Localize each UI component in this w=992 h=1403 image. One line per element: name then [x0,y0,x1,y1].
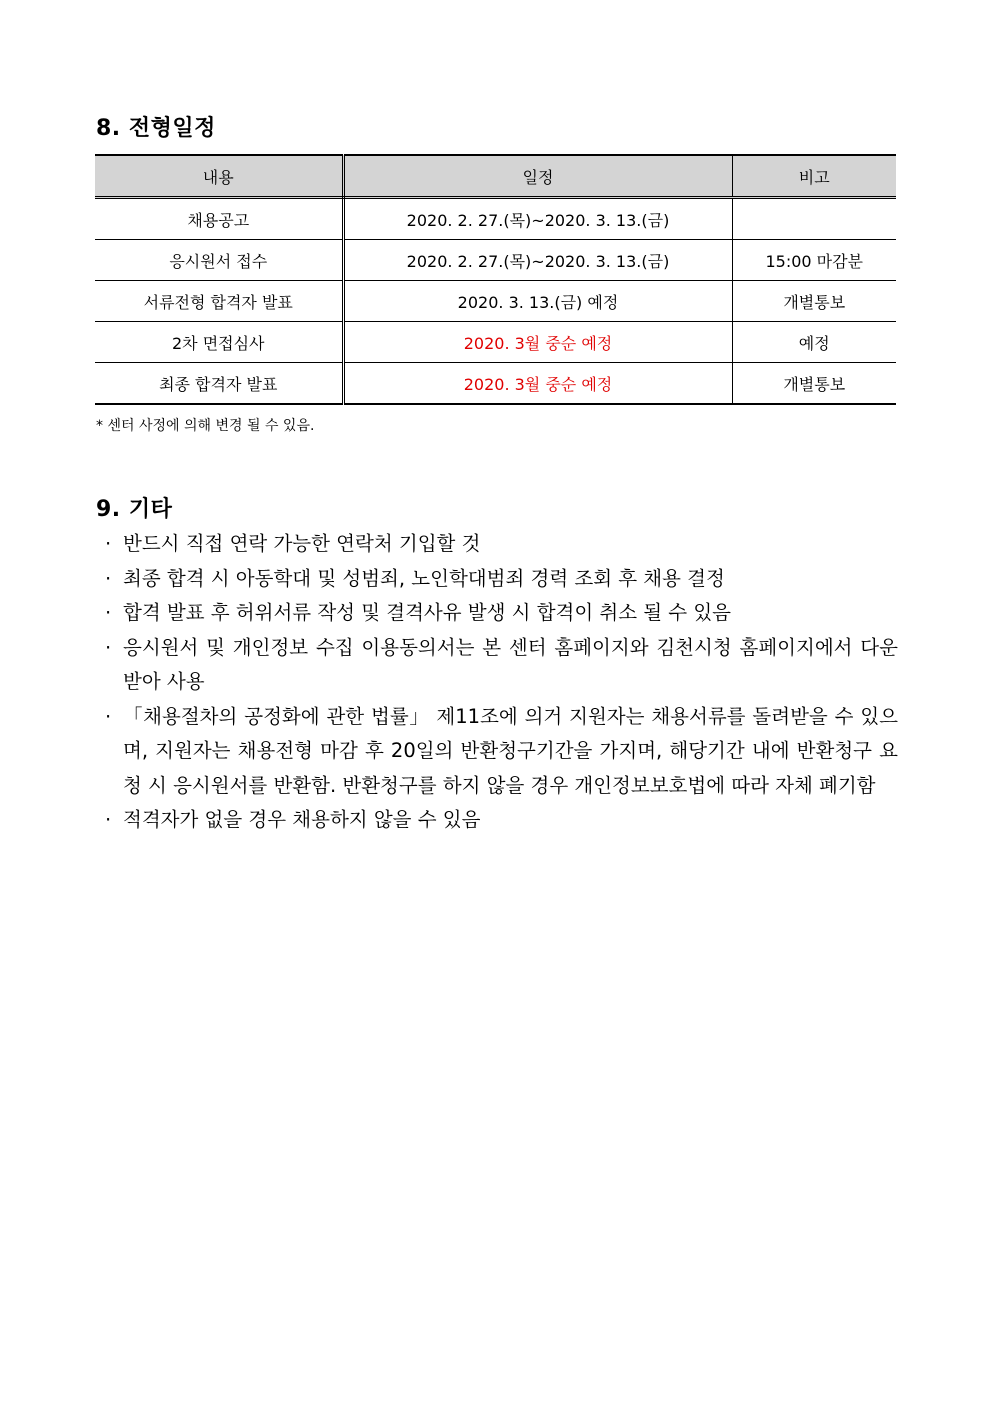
cell-note: 15:00 마감분 [732,240,896,281]
cell-note [732,198,896,240]
bullet-icon: · [105,566,112,590]
schedule-table [95,154,896,405]
list-item-text: 반드시 직접 연락 가능한 연락처 기입할 것 [123,532,481,555]
cell-schedule-highlight: 2020. 3월 중순 예정 [343,363,732,405]
section-title-etc: 9. 기타 [96,497,173,522]
list-item [96,527,898,562]
list-item-text: 적격자가 없을 경우 채용하지 않을 수 있음 [123,808,481,831]
header-schedule: 일정 [343,155,732,198]
table-header-row [95,155,896,198]
bullet-icon: · [105,532,112,555]
table-row [95,363,896,405]
list-item-text: 합격 발표 후 허위서류 작성 및 결격사유 발생 시 합격이 취소 될 수 있음 [123,601,732,624]
schedule-footnote: * 센터 사정에 의해 변경 될 수 있음. [96,418,315,434]
list-item [96,700,898,804]
bullet-icon: · [105,601,112,624]
cell-content: 최종 합격자 발표 [95,363,343,405]
table-row [95,322,896,363]
bullet-icon: · [105,635,112,659]
cell-content: 채용공고 [95,198,343,240]
list-item [96,596,898,631]
cell-note: 예정 [732,322,896,363]
header-note: 비고 [732,155,896,198]
section-title-schedule: 8. 전형일정 [96,116,216,141]
list-item [96,803,898,838]
bullet-icon: · [105,704,112,728]
table-row [95,198,896,240]
cell-schedule-highlight: 2020. 3월 중순 예정 [343,322,732,363]
etc-list [96,527,898,838]
cell-schedule: 2020. 3. 13.(금) 예정 [343,281,732,322]
cell-schedule: 2020. 2. 27.(목)~2020. 3. 13.(금) [343,240,732,281]
bullet-icon: · [105,808,112,831]
header-content: 내용 [95,155,343,198]
list-item-text: 응시원서 및 개인정보 수집 이용동의서는 본 센터 홈페이지와 김천시청 홈페이지에서 다운 받아 사용 [123,635,898,693]
cell-note: 개별통보 [732,363,896,405]
list-item-text: 최종 합격 시 아동학대 및 성범죄, 노인학대범죄 경력 조회 후 채용 결정 [123,566,725,590]
table-row [95,240,896,281]
cell-content: 2차 면접심사 [95,322,343,363]
list-item-text: 「채용절차의 공정화에 관한 법률」 제11조에 의거 지원자는 채용서류를 돌려받을 수 있으며, 지원자는 채용전형 마감 후 20일의 반환청구기간을 가지며, 해당기간 내에 반환청구 요청 시 응시원서를 반환함. 반환청구를 하지 않을 경우 개인정보보호법에 따라 자체 폐기함 [123,704,898,797]
cell-schedule: 2020. 2. 27.(목)~2020. 3. 13.(금) [343,198,732,240]
list-item [96,562,898,597]
cell-content: 서류전형 합격자 발표 [95,281,343,322]
cell-content: 응시원서 접수 [95,240,343,281]
list-item [96,631,898,700]
table-row [95,281,896,322]
cell-note: 개별통보 [732,281,896,322]
